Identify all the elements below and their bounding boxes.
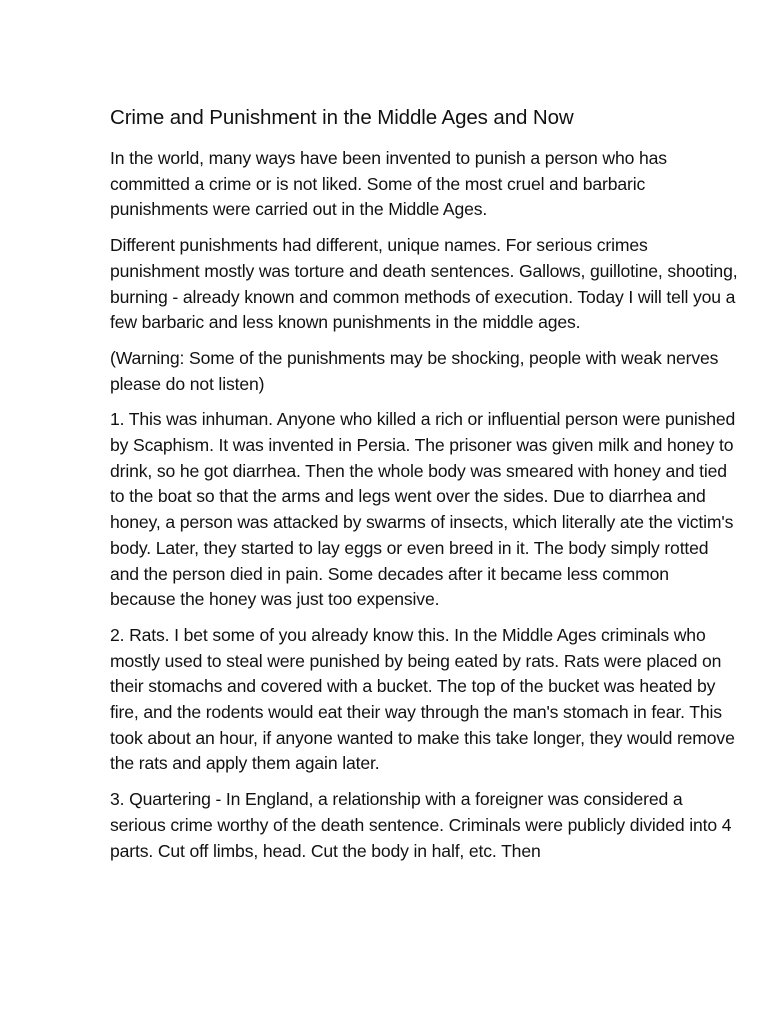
paragraph-intro: In the world, many ways have been invented to punish a person who has committed a crime or is not liked. Some of the most cruel and barbaric punishments were carried out in the Middle Ages. <box>110 148 667 220</box>
paragraph-warning: (Warning: Some of the punishments may be shocking, people with weak nerves please do not listen) <box>110 347 719 394</box>
document-title: Crime and Punishment in the Middle Ages and Now <box>110 106 574 129</box>
paragraph-quartering: 3. Quartering - In England, a relationship with a foreigner was considered a serious crime worthy of the death sentence. Criminals were publicly divided into 4 parts. Cut off limbs, head. Cut the body in half, etc. Then <box>110 789 732 861</box>
document-body <box>110 104 738 874</box>
paragraph-rats: 2. Rats. I bet some of you already know this. In the Middle Ages criminals who mostly used to steal were punished by being eated by rats. Rats were placed on their stomachs and covered with a bucket. The top of the bucket was heated by fire, and the rodents would eat their way through the man's stomach in fear. This took about an hour, if anyone wanted to make this take longer, they would remove the rats and apply them again later. <box>110 624 735 774</box>
paragraph-punishments-overview: Different punishments had different, unique names. For serious crimes punishment mostly was torture and death sentences. Gallows, guillotine, shooting, burning - already known and common methods of execution. Today I will tell you a few barbaric and less known punishments in the middle ages. <box>110 235 738 333</box>
paragraph-scaphism: 1. This was inhuman. Anyone who killed a rich or influential person were punished by Scaphism. It was invented in Persia. The prisoner was given milk and honey to drink, so he got diarrhea. Then the whole body was smeared with honey and tied to the boat so that the arms and legs went over the sides. Due to diarrhea and honey, a person was attacked by swarms of insects, which literally ate the victim's body. Later, they started to lay eggs or even breed in it. The body simply rotted and the person died in pain. Some decades after it became less common because the honey was just too expensive. <box>110 409 736 610</box>
